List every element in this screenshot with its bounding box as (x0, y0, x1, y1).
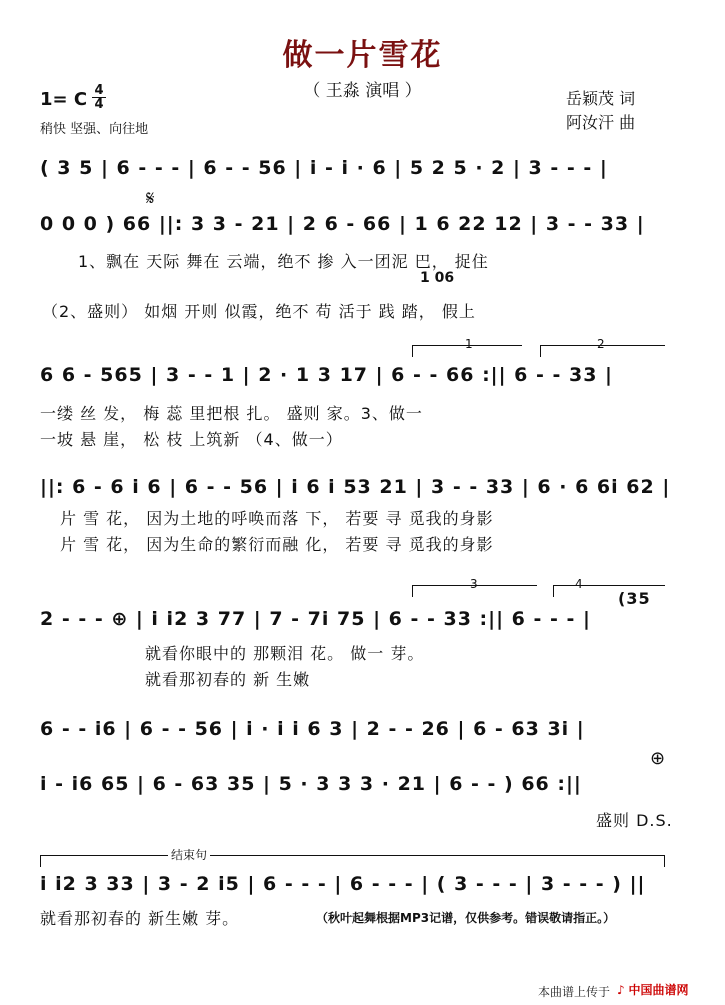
lyric-line-2b: （2、盛则） 如烟 开则 似霞，绝不 苟 活于 践 踏， 假上 (42, 302, 476, 321)
coda-sign: ⊕ (650, 748, 666, 769)
lyric-line-3a: 一缕 丝 发， 梅 蕊 里把根 扎。 盛则 家。3、做一 (40, 404, 423, 423)
volta-1-number: 1 (465, 337, 473, 351)
volta-1-hook (412, 345, 413, 357)
volta-2-hook (540, 345, 541, 357)
ending-hook-left (40, 855, 41, 867)
ending-bracket (40, 855, 665, 856)
composer-credit: 阿汝汗 曲 (566, 113, 636, 132)
transcriber-note: （秋叶起舞根据MP3记谱，仅供参考。错误敬请指正。） (316, 911, 616, 925)
score-line-4: ||: 6 - 6 i 6 | 6 - - 56 | i 6 i 53 21 | 3 - - 33 | 6 · 6 6i 62 | (40, 476, 671, 498)
music-note-icon: ♪ (617, 983, 625, 997)
ending-label: 结束句 (168, 846, 210, 863)
lyric-line-5a: 就看你眼中的 那颗泪 花。 做一 芽。 (145, 644, 425, 663)
volta-4-bracket (553, 585, 665, 586)
segno-sign: 𝄋 (146, 186, 155, 210)
site-brand[interactable] (617, 981, 713, 998)
score-line-8: i i2 3 33 | 3 - 2 i5 | 6 - - - | 6 - - - | ( 3 - - - | 3 - - - ) || (40, 873, 646, 895)
lyric-line-8: 就看那初春的 新生嫩 芽。 (40, 909, 240, 928)
lyricist-credit: 岳颖茂 词 (566, 89, 636, 108)
site-name: 中国曲谱网 (628, 983, 689, 997)
lyric-line-5b: 就看那初春的 新 生嫩 (145, 670, 311, 689)
song-title: 做一片雪花 (282, 38, 443, 73)
volta-2-number: 2 (597, 337, 605, 351)
score-line-1: ( 3 5 | 6 - - - | 6 - - 56 | i - i · 6 | 5 2 5 · 2 | 3 - - - | (40, 157, 608, 179)
tempo-marking: 稍快 坚强、向往地 (40, 122, 149, 137)
time-signature (92, 84, 106, 111)
score-line-6: 6 - - i6 | 6 - - 56 | i · i i 6 3 | 2 - - 26 | 6 - 63 3i | (40, 718, 585, 740)
volta-4-hook (553, 585, 554, 597)
lyric-line-3b: 一坡 悬 崖， 松 枝 上筑新 （4、做一） (40, 430, 343, 449)
score-line-3: 6 6 - 565 | 3 - - 1 | 2 · 1 3 17 | 6 - - 66 :|| 6 - - 33 | (40, 364, 613, 386)
time-bottom: 4 (92, 97, 106, 111)
dal-segno-label: 盛则 D.S. (596, 811, 673, 830)
volta-3-hook (412, 585, 413, 597)
score-line-2: 0 0 0 ) 66 ||: 3 3 - 21 | 2 6 - 66 | 1 6 22 12 | 3 - - 33 | (40, 213, 645, 235)
volta-4-number: 4 (575, 577, 583, 591)
intro-pickup: (35 (618, 589, 651, 608)
performer-subtitle: （ 王淼 演唱 ） (303, 81, 422, 101)
score-line-5: 2 - - - ⊕ | i i2 3 77 | 7 - 7i 75 | 6 - - 33 :|| 6 - - - | (40, 608, 591, 630)
key-signature: 1= C (40, 89, 88, 110)
time-top: 4 (94, 83, 104, 98)
score-line-7: i - i6 65 | 6 - 63 35 | 5 · 3 3 3 · 21 | 6 - - ) 66 :|| (40, 773, 582, 795)
ending-hook-right (664, 855, 665, 867)
volta-3-number: 3 (470, 577, 478, 591)
alt-notes: 1 06 (420, 270, 455, 286)
lyric-line-4b: 片 雪 花， 因为生命的繁衍而融 化， 若要 寻 觅我的身影 (60, 535, 494, 554)
upload-note: 本曲谱上传于 (538, 985, 611, 999)
lyric-line-4a: 片 雪 花， 因为土地的呼唤而落 下， 若要 寻 觅我的身影 (60, 509, 494, 528)
lyric-line-2a: 1、飘在 天际 舞在 云端，绝不 掺 入一团泥 巴， 捉住 (78, 252, 489, 271)
